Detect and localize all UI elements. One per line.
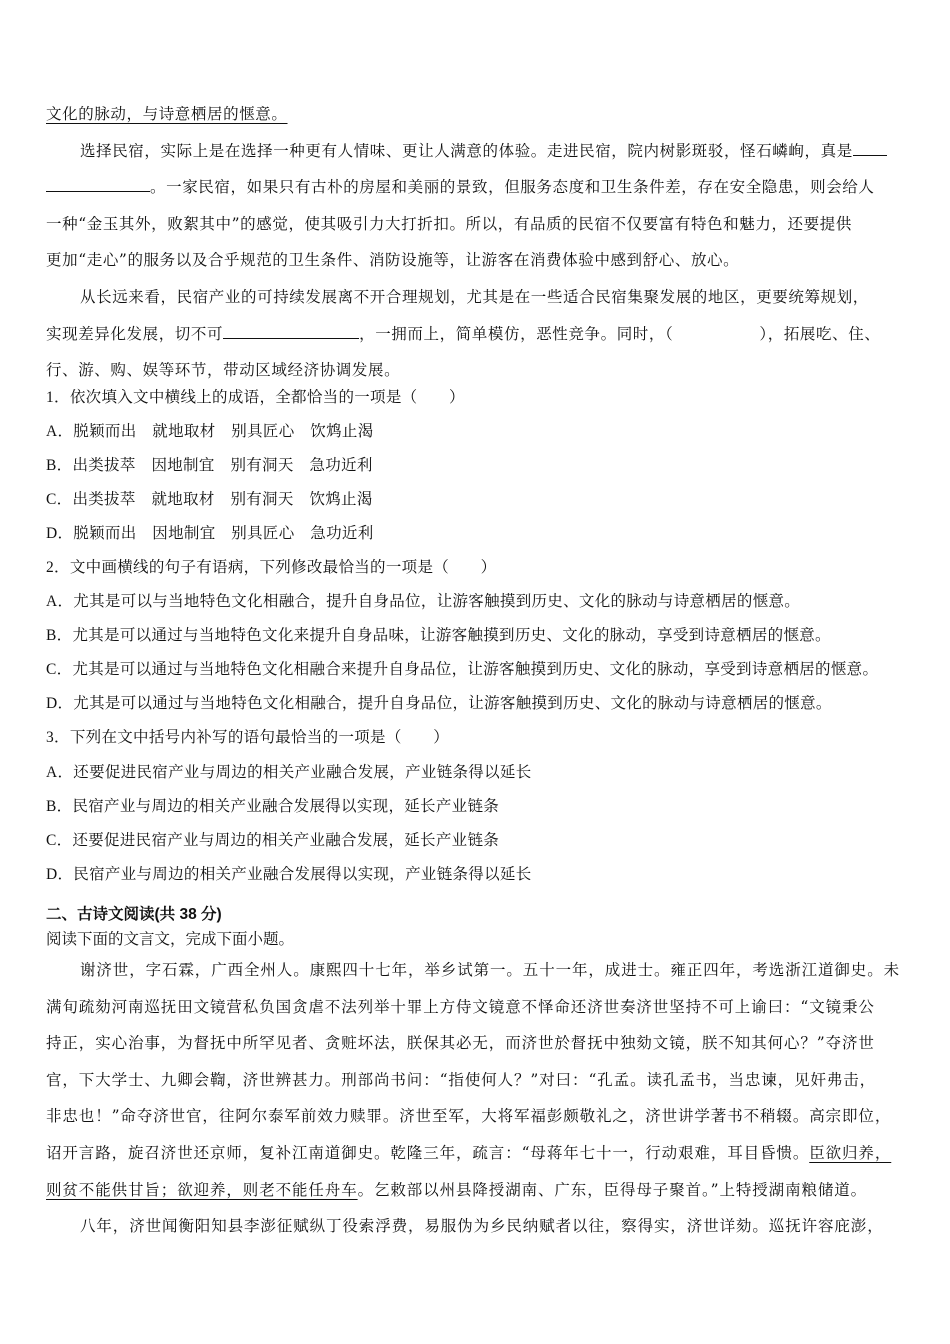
classical-line-7: 则贫不能供甘旨；欲迎养，则老不能任舟车。乞敕部以州县降授湖南、广东，臣得母子聚首。”上特授湖南粮储道。 bbox=[46, 1180, 868, 1199]
question-3-option-d: D．民宿产业与周边的相关产业融合发展得以实现，产业链条得以延长 bbox=[46, 866, 532, 883]
paragraph-3-line-1: 从长远来看，民宿产业的可持续发展离不开合理规划，尤其是在一些适合民宿集聚发展的地区，更要统筹规划， bbox=[80, 287, 869, 306]
question-2-stem: 2．文中画横线的句子有语病，下列修改最恰当的一项是（ ） bbox=[46, 559, 497, 576]
question-2-option-d: D．尤其是可以通过与当地特色文化相融合，提升自身品位，让游客触摸到历史、文化的脉动与诗意栖居的惬意。 bbox=[46, 695, 832, 712]
question-2-option-b: B．尤其是可以通过与当地特色文化来提升自身品味，让游客触摸到历史、文化的脉动，享受到诗意栖居的惬意。 bbox=[46, 627, 831, 644]
paragraph-2-line-3: 一种“金玉其外，败絮其中”的感觉，使其吸引力大打折扣。所以，有品质的民宿不仅要富有特色和魅力，还要提供 bbox=[46, 214, 852, 233]
paragraph-2-line-1: 选择民宿，实际上是在选择一种更有人情味、更让人满意的体验。走进民宿，院内树影斑驳，怪石嶙峋，真是 bbox=[46, 133, 904, 170]
question-1-option-b: B．出类拔萃 因地制宜 别有洞天 急功近利 bbox=[46, 457, 373, 474]
classical-line-8: 八年，济世闻衡阳知县李澎征赋纵丁役索浮费，易服伪为乡民纳赋者以往，察得实，济世详劾。巡抚许容庇澎， bbox=[80, 1217, 884, 1236]
paragraph-2-line-4: 更加“走心”的服务以及合乎规范的卫生条件、消防设施等，让游客在消费体验中感到舒心、放心。 bbox=[46, 251, 740, 270]
question-3-stem: 3．下列在文中括号内补写的语句最恰当的一项是（ ） bbox=[46, 729, 450, 746]
section-2-instruction: 阅读下面的文言文，完成下面小题。 bbox=[46, 931, 295, 948]
classical-line-1: 谢济世，字石霖，广西全州人。康熙四十七年，举乡试第一。五十一年，成进士。雍正四年，考选浙江道御史。未 bbox=[80, 961, 901, 979]
section-2-heading: 二、古诗文阅读(共 38 分) bbox=[46, 906, 222, 923]
paragraph-2-line-2: 。一家民宿，如果只有古朴的房屋和美丽的景致，但服务态度和卫生条件差，存在安全隐患，则会给人 bbox=[46, 169, 904, 206]
paragraph-3-line-2: 实现差异化发展，切不可 ，一拥而上，简单模仿，恶性竞争。同时，（ ），拓展吃、住、 bbox=[46, 324, 881, 343]
question-3-option-b: B．民宿产业与周边的相关产业融合发展得以实现，延长产业链条 bbox=[46, 798, 500, 815]
question-3-option-a: A．还要促进民宿产业与周边的相关产业融合发展，产业链条得以延长 bbox=[46, 764, 532, 781]
underlined-classical-sentence: 臣欲归养， bbox=[809, 1143, 892, 1162]
idiom-blank-4 bbox=[223, 324, 359, 339]
classical-line-3: 持正，实心治事，为督抚中所罕见者、贪赃坏法，朕保其必无，而济世於督抚中独劾文镜，朕不知其何心？”夺济世 bbox=[46, 1034, 875, 1053]
passage-modern bbox=[46, 96, 904, 389]
classical-line-6: 诏开言路，旋召济世还京师，复补江南道御史。乾隆三年，疏言：“母蒋年七十一，行动艰难，耳目昏愦。臣欲归养， bbox=[46, 1143, 892, 1162]
classical-line-2: 满旬疏劾河南巡抚田文镜营私负国贪虐不法列举十罪上方侍文镜意不怿命还济世奏济世坚持不可上谕曰：“文镜秉公 bbox=[46, 997, 875, 1016]
question-2-option-c: C．尤其是可以通过与当地特色文化相融合来提升自身品位，让游客触摸到历史、文化的脉动，享受到诗意栖居的惬意。 bbox=[46, 661, 879, 678]
question-2-option-a: A．尤其是可以与当地特色文化相融合，提升自身品位，让游客触摸到历史、文化的脉动与诗意栖居的惬意。 bbox=[46, 593, 801, 610]
question-1-option-c: C．出类拔萃 就地取材 别有洞天 饮鸩止渴 bbox=[46, 491, 373, 508]
classical-line-4: 官，下大学士、九卿会鞫，济世辨甚力。刑部尚书问：“指使何人？”对曰：“孔孟。读孔孟书，当忠谏，见奸弗击， bbox=[46, 1070, 877, 1089]
passage-classical bbox=[46, 952, 904, 1245]
question-1-option-d: D．脱颖而出 因地制宜 别具匠心 急功近利 bbox=[46, 525, 374, 542]
paragraph-3-line-3: 行、游、购、娱等环节，带动区域经济协调发展。 bbox=[46, 361, 401, 380]
underlined-classical-sentence-cont: 则贫不能供甘旨；欲迎养，则老不能任舟车 bbox=[46, 1180, 358, 1199]
question-1-stem: 1．依次填入文中横线上的成语，全都恰当的一项是（ ） bbox=[46, 389, 465, 406]
idiom-blank-1-cont bbox=[46, 177, 150, 192]
question-3-option-c: C．还要促进民宿产业与周边的相关产业融合发展，延长产业链条 bbox=[46, 832, 500, 849]
idiom-blank-1 bbox=[853, 141, 887, 156]
underlined-sentence-end: 文化的脉动，与诗意栖居的惬意。 bbox=[46, 105, 288, 123]
question-1-option-a: A．脱颖而出 就地取材 别具匠心 饮鸩止渴 bbox=[46, 423, 374, 440]
classical-line-5: 非忠也！”命夺济世官，往阿尔泰军前效力赎罪。济世至军，大将军福彭颇敬礼之，济世讲学著书不稍辍。高宗即位， bbox=[46, 1107, 892, 1126]
